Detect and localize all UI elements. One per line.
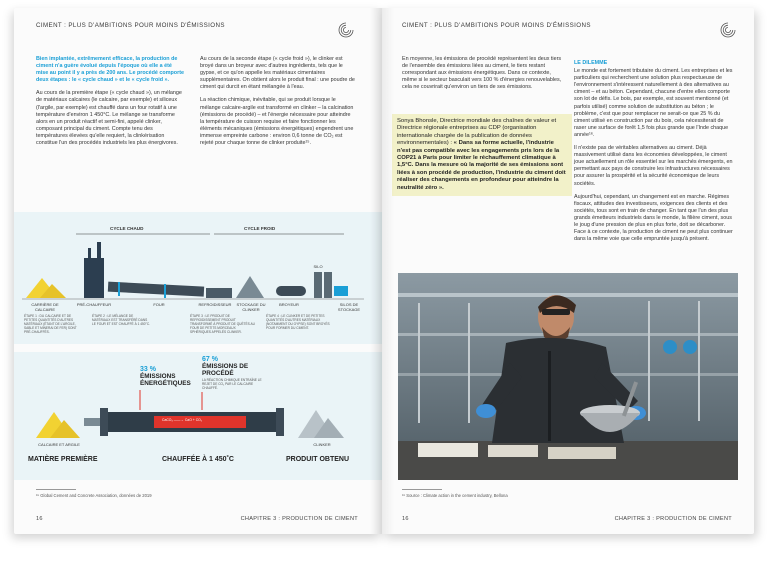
hot-cycle-title: CYCLE CHAUD	[110, 226, 144, 231]
magazine-spread	[14, 8, 754, 534]
energy-percent: 33 %	[140, 366, 156, 373]
diagram-label: SILO	[313, 264, 323, 269]
publication-logo-icon	[720, 22, 736, 38]
diagram-label: REFROIDISSEUR	[198, 302, 232, 307]
body-paragraph: Aujourd'hui, cependant, un changement est en marche. Régimes fiscaux, attitudes des investisseurs, exigences des clients et des sociétés, tous sont en train de changer. En tant que l'un des plus grands émetteurs industriels dans le monde, la filière ciment, sous le joug d'une pression de plus en plus forte, doit se décarboner. Face à ce contexte, la production de ciment ne peut plus continuer dans la même voie que celle empruntée jusqu'à présent.	[574, 193, 733, 243]
reaction-formula: CaCO₃ ——→ CaO + CO₂	[162, 418, 203, 422]
cement-process-diagram	[14, 212, 382, 344]
product-title: PRODUIT OBTENU	[286, 456, 349, 463]
heap-label-left: CALCAIRE ET ARGILE	[38, 442, 80, 447]
lead-paragraph: Bien implantée, extrêmement efficace, la production de ciment n'a guère évolué depuis l'époque où elle a été mise au point il y a près de 200 ans. Le procédé comporte deux étapes : le « cycle chaud » et le « cycle froid ».	[36, 56, 184, 84]
step-caption: ÉTAPE 1 : DU CALCAIRE ET DE PETITES QUANTITÉS D'AUTRES MATÉRIAUX (ÉTANT DE L'ARGILE, SABLE ET MINERAI DE FER) SONT PRÉ-CHAUFFÉS.	[24, 314, 77, 334]
body-paragraph: En moyenne, les émissions de procédé représentent les deux tiers de l'ensemble des émissions liées au ciment, le tiers restant correspondant aux émissions énergétiques. Dans ce contexte, même si le secteur basculait vers 100 % d'énergies renouvelables, cela ne couvrirait qu'environ un tiers de ses émissions.	[402, 56, 562, 91]
left-col2	[200, 56, 356, 153]
running-head-left: CIMENT : PLUS D'AMBITIONS POUR MOINS D'ÉMISSIONS	[36, 22, 225, 29]
lab-photo	[398, 273, 738, 480]
right-page	[382, 8, 754, 534]
energy-label: ÉMISSIONS ÉNERGÉTIQUES	[140, 373, 191, 387]
page-number: 16	[402, 516, 409, 522]
footnote: ¹⁵ Global Cement and Concrete Association, données de 2019	[36, 493, 152, 498]
chapter-footer: CHAPITRE 3 : PRODUCTION DE CIMENT	[614, 516, 732, 522]
process-note: LA RÉACTION CHIMIQUE ENTRAÎNE LE REJET DE CO₂ PAR LE CALCAIRE CHAUFFÉ.	[202, 378, 262, 390]
page-number: 16	[36, 516, 43, 522]
diagram-label: STOCKAGE DU CLINKER	[236, 302, 266, 312]
diagram-label: CARRIÈRE DE CALCAIRE	[31, 302, 59, 312]
publication-logo-icon	[338, 22, 354, 38]
cold-cycle-title: CYCLE FROID	[244, 226, 276, 231]
process-label: ÉMISSIONS DE PROCÉDÉ	[202, 363, 249, 377]
diagram-label: SILOS DE STOCKAGE	[337, 302, 361, 312]
lab-worker-image	[398, 273, 738, 480]
footnote: ¹⁶ Source : Climate action in the cement industry, Bellona	[402, 493, 508, 498]
quote-intro: Sonya Bhonsle, Directrice mondiale des chaînes de valeur et Directrice régionale entreprises au CDP (organisation internationale chargée de la publication de données environnementales) :	[397, 118, 557, 147]
left-col1	[36, 56, 184, 153]
step-caption: ÉTAPE 3 : LE PRODUIT DE REFROIDISSEMENT PRODUIT TRANSFORMÉ À PRODUIT DE QUÉTÉS AU FOUR DE PETITS MORCEAUX SPHÉRIQUES APPELÉS CLINKER.	[190, 314, 255, 334]
body-paragraph: Le monde est fortement tributaire du ciment. Les entreprises et les particuliers qui recherchent une solution plus respectueuse de l'environnement s'intéressent naturellement à des alternatives au ciment – et au béton. Cependant, chacune d'entre elles comporte son lot de défis. Le bois, par exemple, est souvent mentionné (et parfois utilisé) comme solution de substitution au béton ; le problème, c'est que pour remplacer ne serait-ce que 25 % du ciment utilisé en construction par du bois, cela nécessiterait de raser une surface de forêt 1,5 fois plus grande que l'Inde chaque année¹⁶.	[574, 68, 733, 138]
left-page	[14, 8, 382, 534]
chapter-footer: CHAPITRE 3 : PRODUCTION DE CIMENT	[240, 516, 358, 522]
section-subtitle: LE DILEMME	[574, 60, 608, 66]
body-paragraph: Au cours de la première étape (« cycle chaud »), un mélange de matériaux calcaires (le calcaire, par exemple) et siliceux (l'argile, par exemple) est chauffé dans un four rotatif à une température d'environ 1 450°C. Le mélange se transforme alors en un produit réactif et semi-fini, appelé clinker, composant principal du ciment. Compte tenu des températures élevées qu'elle requiert, la clinkérisation constitue l'un des procédés industriels les plus énergivores.	[36, 90, 182, 147]
quote-bold: « Dans sa forme actuelle, l'industrie n'est pas compatible avec les engagements pris lors de la COP21 à Paris pour limiter le réchauffement climatique à 1,5°C. Dans la mesure où la majorité de ses émissions sont liées à son procédé de production, l'industrie du ciment doit réaliser des changements en profondeur pour atteindre la neutralité zéro ».	[397, 140, 566, 191]
body-paragraph: Il n'existe pas de véritables alternatives au ciment. Déjà massivement utilisé dans les économies développées, le ciment joue actuellement un rôle essentiel sur les marchés émergents, en permettant aux pays de construire les infrastructures nécessaires pour assurer la prospérité et la sécurité économique de leurs sociétés.	[574, 145, 733, 187]
diagram-label: FOUR	[153, 302, 165, 307]
footnote-divider	[36, 489, 76, 490]
process-percent: 67 %	[202, 356, 218, 363]
running-head-right: CIMENT : PLUS D'AMBITIONS POUR MOINS D'ÉMISSIONS	[402, 22, 591, 29]
heap-label-right: CLINKER	[313, 442, 331, 447]
step-caption: ÉTAPE 2 : LE MÉLANGE DE MATÉRIAUX EST TRANSFÉRÉ DANS LE FOUR ET EST CHAUFFÉ À 1 450°C.	[92, 314, 151, 326]
right-col1	[402, 56, 562, 97]
heated-title: CHAUFFÉE À 1 450˚C	[162, 456, 234, 463]
diagram-label: BROYEUR	[279, 302, 299, 307]
emissions-diagram	[14, 352, 382, 480]
footnote-divider	[402, 489, 442, 490]
body-paragraph: La réaction chimique, inévitable, qui se produit lorsque le mélange calcaire-argile est transformé en clinker – la calcination (émissions de procédé) – et l'énergie nécessaire pour atteindre la température de cuisson requise et faire fonctionner les éléments mécaniques (émissions énergétiques) engendrent une immense empreinte carbone : environ 0,6 tonne de CO₂ est rejeté pour chaque tonne de clinker produite¹⁵.	[200, 97, 354, 147]
pull-quote	[392, 114, 572, 196]
right-col2	[574, 60, 734, 249]
step-caption: ÉTAPE 4 : LE CLINKER ET DE PETITES QUANTITÉS D'AUTRES MATÉRIAUX (NOTAMMENT DU GYPSE) SONT BROYÉS POUR FORMER DU CIMENT.	[266, 314, 330, 330]
raw-material-title: MATIÈRE PREMIÈRE	[28, 456, 98, 463]
diagram-label: PRÉ-CHAUFFEUR	[76, 302, 112, 307]
body-paragraph: Au cours de la seconde étape (« cycle froid »), le clinker est broyé dans un broyeur avec d'autres ingrédients, tels que le gypse, et ce qu'on appelle les matériaux cimentaires supplémentaires. On obtient alors le produit final : une poudre de ciment qui durcit en étant mélangée à l'eau.	[200, 56, 355, 91]
